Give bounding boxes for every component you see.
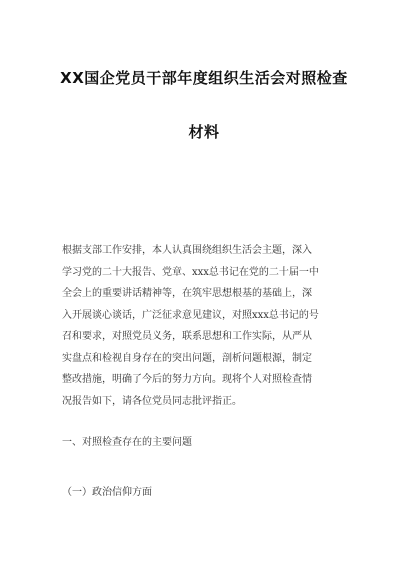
intro-paragraph-line: 全会上的重要讲话精神等，在筑牢思想根基的基础上，深: [62, 288, 312, 299]
document-title-line-1: XX国企党员干部年度组织生活会对照检查: [60, 69, 348, 87]
intro-paragraph-line: 根据支部工作安排，本人认真围绕组织生活会主题，深入: [62, 245, 312, 256]
intro-paragraph: [62, 240, 352, 412]
intro-paragraph-line: 整改措施，明确了今后的努力方向。现将个人对照检查情: [62, 374, 312, 385]
section-heading: 一、对照检查存在的主要问题: [62, 437, 192, 448]
intro-paragraph-line: 入开展谈心谈话，广泛征求意见建议，对照xxx总书记的号: [62, 309, 319, 321]
intro-paragraph-line: 学习党的二十大报告、党章、xxx总书记在党的二十届一中: [62, 266, 319, 278]
intro-paragraph-line: 况报告如下，请各位党员同志批评指正。: [62, 395, 242, 407]
document-title-line-2: 材料: [188, 123, 220, 141]
subsection-heading: （一）政治信仰方面: [62, 487, 152, 498]
intro-paragraph-line: 实盘点和检视自身存在的突出问题，剖析问题根源，制定: [62, 352, 312, 364]
intro-paragraph-line: 召和要求，对照党员义务，联系思想和工作实际，从严从: [62, 331, 312, 342]
